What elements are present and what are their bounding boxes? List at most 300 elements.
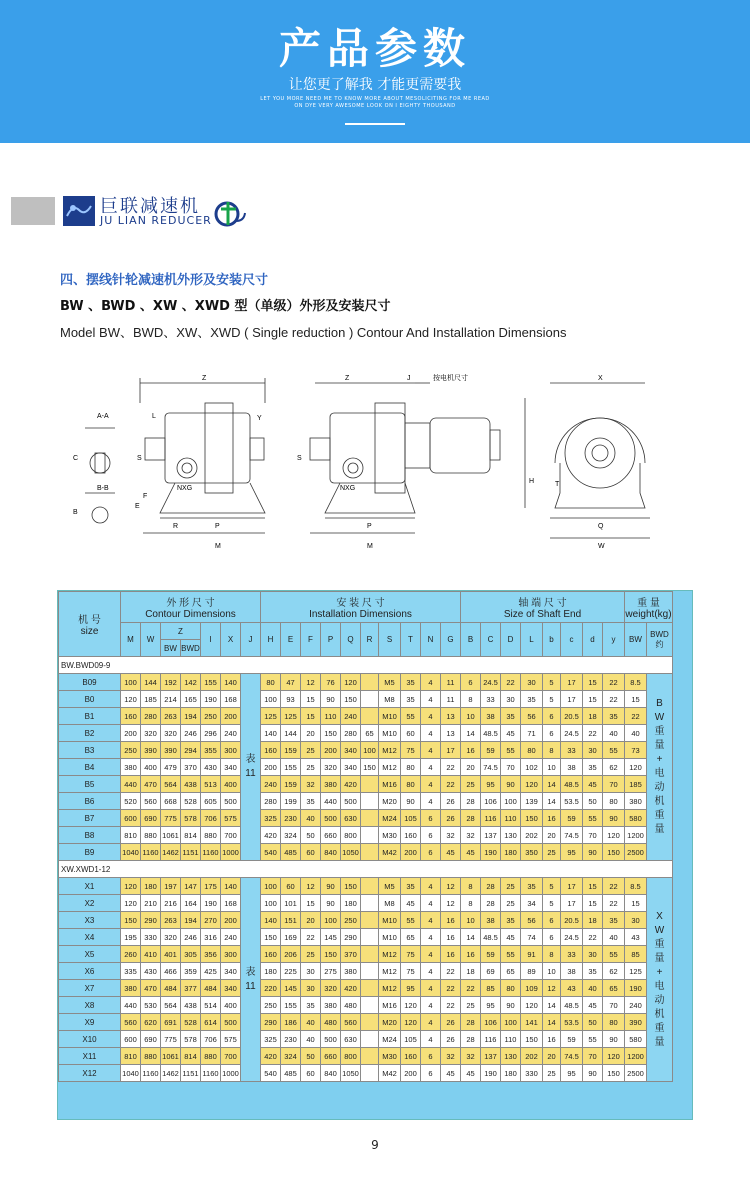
- value-cell: 2500: [625, 1065, 647, 1082]
- value-cell: 214: [161, 691, 181, 708]
- value-cell: 32: [461, 1048, 481, 1065]
- value-cell: M12: [379, 946, 401, 963]
- col-header-e: E: [281, 623, 301, 657]
- header-banner: [0, 0, 750, 143]
- value-cell: 18: [583, 912, 603, 929]
- value-cell: 18: [461, 963, 481, 980]
- value-cell: 706: [201, 810, 221, 827]
- value-cell: 30: [521, 674, 543, 691]
- value-cell: 466: [161, 963, 181, 980]
- weight-note-char: +: [656, 966, 663, 978]
- value-cell: M12: [379, 742, 401, 759]
- value-cell: 8.5: [625, 878, 647, 895]
- value-cell: 1050: [341, 844, 361, 861]
- value-cell: [361, 1048, 379, 1065]
- value-cell: 200: [221, 912, 241, 929]
- value-cell: 430: [201, 759, 221, 776]
- table-row: [59, 963, 673, 980]
- value-cell: 35: [301, 997, 321, 1014]
- value-cell: [361, 912, 379, 929]
- value-cell: 60: [401, 725, 421, 742]
- value-cell: 180: [501, 1065, 521, 1082]
- model-header-cn: 机 号: [78, 615, 101, 626]
- model-cell: X4: [59, 929, 121, 946]
- value-cell: M12: [379, 963, 401, 980]
- weight-note-char: 动: [654, 994, 665, 1006]
- value-cell: 325: [261, 1031, 281, 1048]
- value-cell: [361, 827, 379, 844]
- value-cell: 250: [261, 997, 281, 1014]
- value-cell: 330: [521, 1065, 543, 1082]
- value-cell: 199: [281, 793, 301, 810]
- value-cell: 35: [521, 691, 543, 708]
- dim-f-label: F: [143, 493, 148, 500]
- value-cell: 400: [141, 759, 161, 776]
- value-cell: 840: [321, 844, 341, 861]
- value-cell: 5: [543, 878, 561, 895]
- value-cell: 1000: [221, 1065, 241, 1082]
- value-cell: 14: [543, 776, 561, 793]
- shaft-header: [461, 592, 625, 623]
- value-cell: 11: [441, 691, 461, 708]
- value-cell: 420: [261, 1048, 281, 1065]
- value-cell: 150: [261, 929, 281, 946]
- value-cell: 5: [543, 895, 561, 912]
- value-cell: [361, 793, 379, 810]
- value-cell: 400: [221, 997, 241, 1014]
- group-label: XW.XWD1-12: [59, 861, 673, 878]
- value-cell: 95: [401, 980, 421, 997]
- col-header-i: I: [201, 623, 221, 657]
- value-cell: 53.5: [561, 793, 583, 810]
- value-cell: 43: [561, 980, 583, 997]
- dim-j-label: J: [407, 375, 411, 382]
- value-cell: [361, 708, 379, 725]
- value-cell: 240: [341, 708, 361, 725]
- value-cell: 15: [583, 895, 603, 912]
- weight-note-char: 重: [654, 810, 665, 821]
- col-header-w: W: [141, 623, 161, 657]
- value-cell: 55: [501, 742, 521, 759]
- value-cell: 296: [201, 725, 221, 742]
- chinese-title: BW 、BWD 、XW 、XWD 型（单级）外形及安装尺寸: [60, 299, 391, 314]
- value-cell: 24.5: [481, 674, 501, 691]
- value-cell: 125: [625, 963, 647, 980]
- value-cell: 90: [583, 1065, 603, 1082]
- value-cell: 48.5: [481, 725, 501, 742]
- value-cell: 620: [141, 1014, 161, 1031]
- value-cell: 164: [181, 895, 201, 912]
- value-cell: 320: [141, 725, 161, 742]
- model-cell: X5: [59, 946, 121, 963]
- value-cell: 240: [221, 929, 241, 946]
- value-cell: 40: [301, 1014, 321, 1031]
- value-cell: 438: [181, 997, 201, 1014]
- value-cell: 18: [583, 708, 603, 725]
- value-cell: 55: [603, 742, 625, 759]
- value-cell: 340: [221, 759, 241, 776]
- value-cell: 316: [201, 929, 221, 946]
- value-cell: 147: [181, 878, 201, 895]
- value-cell: 580: [625, 1031, 647, 1048]
- value-cell: 25: [543, 1065, 561, 1082]
- value-cell: 137: [481, 827, 501, 844]
- value-cell: 580: [625, 810, 647, 827]
- value-cell: 706: [201, 1031, 221, 1048]
- value-cell: 470: [141, 776, 161, 793]
- value-cell: 240: [221, 725, 241, 742]
- value-cell: 700: [221, 827, 241, 844]
- value-cell: 200: [261, 759, 281, 776]
- model-cell: B0: [59, 691, 121, 708]
- value-cell: 4: [421, 895, 441, 912]
- value-cell: 28: [481, 895, 501, 912]
- value-cell: 814: [181, 1048, 201, 1065]
- value-cell: 17: [561, 895, 583, 912]
- value-cell: 159: [281, 742, 301, 759]
- col-header-d: d: [583, 623, 603, 657]
- weight-note-char: 量: [654, 952, 665, 964]
- value-cell: 35: [521, 878, 543, 895]
- value-cell: 5: [543, 691, 561, 708]
- weight-header-en: weight(kg): [625, 609, 672, 620]
- value-cell: 185: [141, 691, 161, 708]
- col-header-z-bw: BW: [161, 640, 181, 657]
- value-cell: 38: [561, 759, 583, 776]
- value-cell: 320: [321, 980, 341, 997]
- value-cell: 200: [401, 1065, 421, 1082]
- value-cell: 100: [261, 878, 281, 895]
- value-cell: M20: [379, 1014, 401, 1031]
- value-cell: 1160: [201, 844, 221, 861]
- value-cell: 120: [625, 759, 647, 776]
- value-cell: 26: [441, 810, 461, 827]
- model-cell: B1: [59, 708, 121, 725]
- value-cell: 6: [543, 912, 561, 929]
- value-cell: 55: [401, 708, 421, 725]
- value-cell: 1061: [161, 1048, 181, 1065]
- value-cell: 140: [261, 912, 281, 929]
- value-cell: 578: [181, 810, 201, 827]
- value-cell: 20: [543, 827, 561, 844]
- value-cell: 438: [181, 776, 201, 793]
- value-cell: 370: [181, 759, 201, 776]
- value-cell: 294: [181, 742, 201, 759]
- table-row: [59, 742, 673, 759]
- value-cell: [361, 963, 379, 980]
- value-cell: 100: [261, 691, 281, 708]
- value-cell: 775: [161, 810, 181, 827]
- table-row: [59, 878, 673, 895]
- dim-b-label: B: [73, 509, 78, 516]
- value-cell: 17: [561, 878, 583, 895]
- table-row: [59, 844, 673, 861]
- dim-aa-label: A-A: [97, 413, 109, 420]
- value-cell: 45: [461, 844, 481, 861]
- col-header-l: L: [521, 623, 543, 657]
- value-cell: 28: [461, 1031, 481, 1048]
- value-cell: 120: [603, 1048, 625, 1065]
- value-cell: M20: [379, 793, 401, 810]
- install-header-en: Installation Dimensions: [309, 609, 412, 620]
- value-cell: 35: [603, 708, 625, 725]
- col-header-z-bwd: BWD: [181, 640, 201, 657]
- value-cell: 22: [583, 725, 603, 742]
- value-cell: 24.5: [561, 929, 583, 946]
- table-row: [59, 708, 673, 725]
- value-cell: 340: [221, 980, 241, 997]
- model-cell: X2: [59, 895, 121, 912]
- value-cell: 690: [141, 810, 161, 827]
- value-cell: 575: [221, 810, 241, 827]
- value-cell: 28: [461, 1014, 481, 1031]
- value-cell: [361, 674, 379, 691]
- dim-r-label: R: [173, 523, 179, 530]
- table-ref-cell: [241, 878, 261, 1082]
- value-cell: 30: [583, 742, 603, 759]
- value-cell: 150: [321, 725, 341, 742]
- value-cell: 32: [301, 776, 321, 793]
- value-cell: [361, 810, 379, 827]
- weight-note-char: 动: [654, 782, 665, 793]
- value-cell: 40: [301, 1031, 321, 1048]
- value-cell: 48.5: [561, 997, 583, 1014]
- logo-mark-icon: [212, 199, 248, 233]
- value-cell: 89: [521, 963, 543, 980]
- value-cell: 28: [461, 810, 481, 827]
- value-cell: 106: [481, 793, 501, 810]
- value-cell: 109: [521, 980, 543, 997]
- value-cell: 305: [181, 946, 201, 963]
- value-cell: 528: [181, 793, 201, 810]
- value-cell: 137: [481, 1048, 501, 1065]
- value-cell: 4: [421, 725, 441, 742]
- value-cell: 90: [603, 810, 625, 827]
- value-cell: M8: [379, 691, 401, 708]
- value-cell: 880: [201, 1048, 221, 1065]
- value-cell: 35: [401, 674, 421, 691]
- value-cell: 513: [201, 776, 221, 793]
- value-cell: M10: [379, 708, 401, 725]
- value-cell: 8.5: [625, 674, 647, 691]
- value-cell: 65: [603, 980, 625, 997]
- value-cell: 50: [583, 793, 603, 810]
- value-cell: 120: [521, 776, 543, 793]
- value-cell: 80: [401, 776, 421, 793]
- value-cell: 90: [321, 895, 341, 912]
- value-cell: 4: [421, 878, 441, 895]
- value-cell: 280: [341, 725, 361, 742]
- weight-note-char: 重: [654, 938, 665, 950]
- value-cell: 159: [281, 776, 301, 793]
- value-cell: 500: [221, 793, 241, 810]
- value-cell: [361, 895, 379, 912]
- value-cell: 190: [481, 1065, 501, 1082]
- value-cell: 100: [321, 912, 341, 929]
- value-cell: 250: [201, 708, 221, 725]
- value-cell: [361, 980, 379, 997]
- table-row: [59, 1031, 673, 1048]
- value-cell: 202: [521, 827, 543, 844]
- value-cell: 4: [421, 793, 441, 810]
- value-cell: 6: [461, 674, 481, 691]
- value-cell: 75: [401, 963, 421, 980]
- table-ref-text: 表11: [245, 754, 256, 779]
- value-cell: 350: [521, 844, 543, 861]
- value-cell: 480: [341, 997, 361, 1014]
- value-cell: [361, 946, 379, 963]
- value-cell: 10: [543, 759, 561, 776]
- weight-note-char: 电: [654, 980, 665, 992]
- value-cell: 33: [561, 946, 583, 963]
- weight-note-char: B: [656, 698, 663, 709]
- value-cell: 500: [321, 1031, 341, 1048]
- value-cell: 168: [221, 895, 241, 912]
- value-cell: 8: [461, 895, 481, 912]
- col-header-bw: BW: [625, 623, 647, 657]
- value-cell: 691: [161, 1014, 181, 1031]
- table-row: [59, 674, 673, 691]
- bwd-reducer-drawing: [285, 368, 505, 553]
- value-cell: 40: [301, 810, 321, 827]
- col-header-j: J: [241, 623, 261, 657]
- value-cell: [361, 997, 379, 1014]
- value-cell: [361, 878, 379, 895]
- value-cell: 1462: [161, 844, 181, 861]
- value-cell: 206: [281, 946, 301, 963]
- value-cell: 90: [321, 878, 341, 895]
- install-header: [261, 592, 461, 623]
- value-cell: 70: [583, 1048, 603, 1065]
- table-row: [59, 980, 673, 997]
- value-cell: 15: [625, 895, 647, 912]
- value-cell: 390: [625, 1014, 647, 1031]
- value-cell: 150: [521, 1031, 543, 1048]
- col-header-c: C: [481, 623, 501, 657]
- value-cell: 130: [501, 827, 521, 844]
- value-cell: M10: [379, 725, 401, 742]
- value-cell: 24.5: [561, 725, 583, 742]
- value-cell: 4: [421, 759, 441, 776]
- value-cell: 90: [603, 1031, 625, 1048]
- value-cell: 14: [543, 793, 561, 810]
- value-cell: 15: [583, 674, 603, 691]
- weight-note-char: W: [654, 924, 665, 936]
- value-cell: 270: [201, 912, 221, 929]
- value-cell: 560: [341, 1014, 361, 1031]
- value-cell: 17: [561, 674, 583, 691]
- value-cell: 614: [201, 1014, 221, 1031]
- value-cell: 142: [181, 674, 201, 691]
- model-cell: X3: [59, 912, 121, 929]
- value-cell: 55: [401, 912, 421, 929]
- value-cell: 160: [401, 1048, 421, 1065]
- value-cell: 150: [603, 1065, 625, 1082]
- dim-t-label: T: [555, 481, 560, 488]
- value-cell: 12: [543, 980, 561, 997]
- value-cell: 116: [481, 810, 501, 827]
- value-cell: 22: [625, 708, 647, 725]
- page-number: 9: [371, 1138, 379, 1152]
- value-cell: 91: [521, 946, 543, 963]
- value-cell: 38: [481, 708, 501, 725]
- value-cell: 125: [281, 708, 301, 725]
- value-cell: 40: [583, 980, 603, 997]
- value-cell: 380: [341, 963, 361, 980]
- value-cell: 38: [481, 912, 501, 929]
- value-cell: 95: [561, 1065, 583, 1082]
- value-cell: 12: [301, 674, 321, 691]
- value-cell: 50: [301, 827, 321, 844]
- model-cell: X12: [59, 1065, 121, 1082]
- table-row: [59, 810, 673, 827]
- section-heading: 四、摆线针轮减速机外形及安装尺寸: [60, 273, 269, 288]
- value-cell: 1151: [181, 844, 201, 861]
- value-cell: 263: [161, 708, 181, 725]
- value-cell: 90: [401, 793, 421, 810]
- value-cell: 230: [281, 810, 301, 827]
- value-cell: 22: [501, 674, 521, 691]
- dim-h-label: H: [529, 478, 535, 485]
- value-cell: 59: [481, 742, 501, 759]
- value-cell: M16: [379, 997, 401, 1014]
- value-cell: 17: [561, 691, 583, 708]
- value-cell: 480: [321, 1014, 341, 1031]
- banner-divider: [345, 123, 405, 125]
- value-cell: 25: [501, 895, 521, 912]
- table-row: [59, 776, 673, 793]
- table-row: [59, 1014, 673, 1031]
- value-cell: 26: [441, 1031, 461, 1048]
- value-cell: 150: [121, 912, 141, 929]
- dim-y-label: Y: [257, 415, 262, 422]
- value-cell: 8: [461, 878, 481, 895]
- col-header-g: G: [441, 623, 461, 657]
- value-cell: 380: [625, 793, 647, 810]
- value-cell: 85: [481, 980, 501, 997]
- value-cell: 16: [461, 742, 481, 759]
- value-cell: 575: [221, 1031, 241, 1048]
- model-cell: X9: [59, 1014, 121, 1031]
- bw-reducer-drawing: [65, 368, 275, 553]
- value-cell: 10: [461, 912, 481, 929]
- value-cell: 564: [161, 997, 181, 1014]
- value-cell: 40: [625, 725, 647, 742]
- value-cell: 65: [361, 725, 379, 742]
- value-cell: 320: [321, 759, 341, 776]
- value-cell: 56: [521, 912, 543, 929]
- value-cell: 175: [201, 878, 221, 895]
- col-header-m: M: [121, 623, 141, 657]
- value-cell: 420: [261, 827, 281, 844]
- value-cell: 59: [561, 1031, 583, 1048]
- value-cell: 45: [583, 776, 603, 793]
- value-cell: 45: [401, 895, 421, 912]
- shaft-header-en: Size of Shaft End: [503, 609, 582, 620]
- value-cell: 35: [401, 878, 421, 895]
- value-cell: 120: [603, 827, 625, 844]
- value-cell: 56: [521, 708, 543, 725]
- value-cell: 120: [401, 1014, 421, 1031]
- value-cell: 324: [281, 1048, 301, 1065]
- value-cell: 240: [261, 776, 281, 793]
- model-header: [59, 592, 121, 657]
- value-cell: M24: [379, 810, 401, 827]
- value-cell: 71: [521, 725, 543, 742]
- value-cell: 22: [301, 929, 321, 946]
- value-cell: 55: [583, 1031, 603, 1048]
- value-cell: 144: [281, 725, 301, 742]
